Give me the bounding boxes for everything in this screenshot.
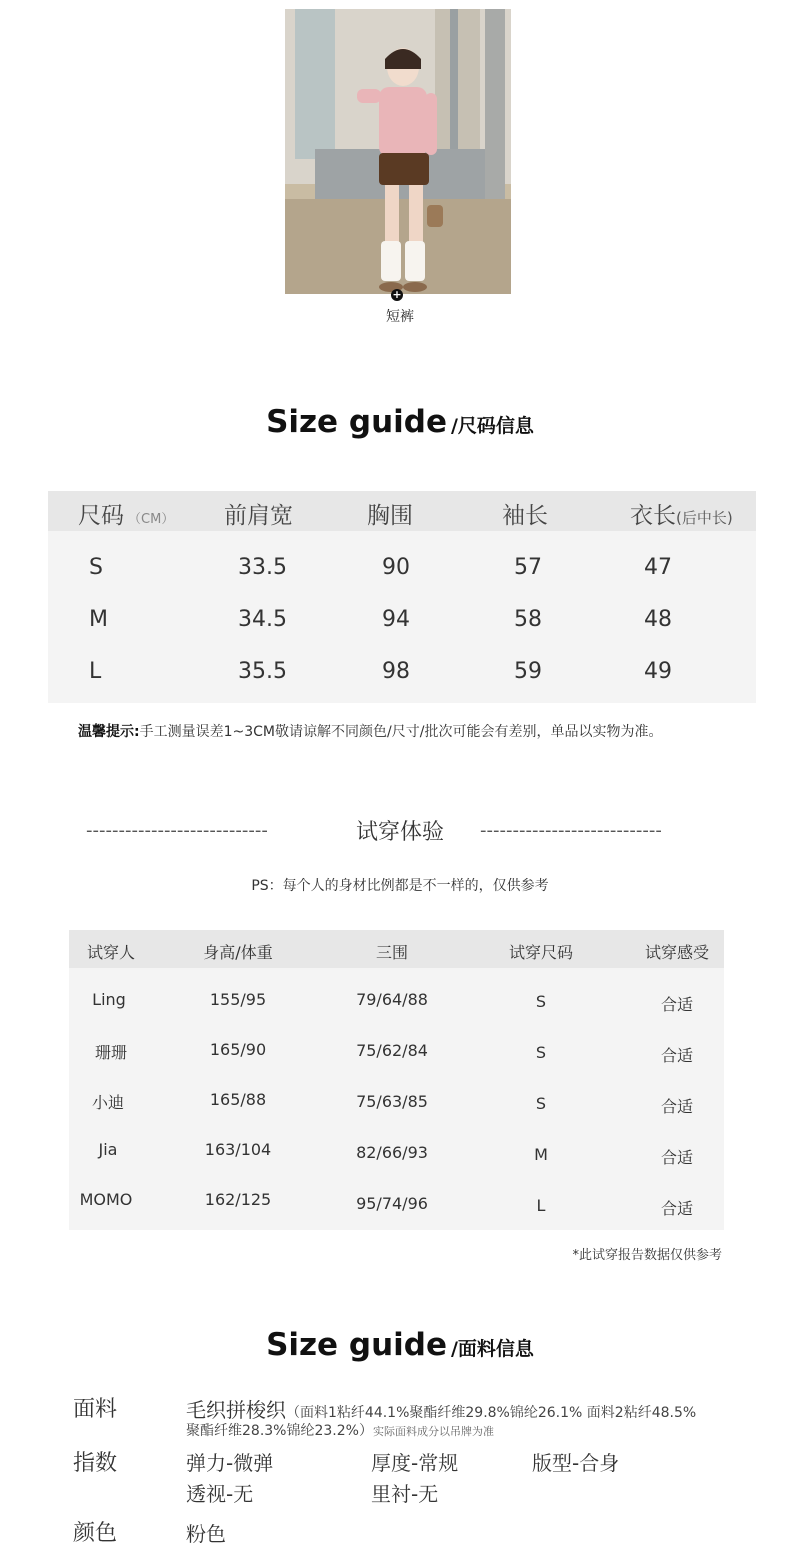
material-main: 毛织拼梭织 [186, 1398, 286, 1422]
fit: 版型-合身 [532, 1451, 620, 1475]
size-row-1-shoulder: 34.5 [238, 607, 287, 632]
size-note-label: 温馨提示: [78, 724, 140, 740]
trial-row-3-hw: 163/104 [204, 1140, 272, 1159]
size-row-0-length: 47 [644, 555, 672, 580]
plus-icon: + [392, 288, 402, 301]
trial-row-3-feel: 合适 [660, 1148, 693, 1167]
trial-row-1-measure: 75/62/84 [356, 1041, 428, 1060]
trial-header-person: 试穿人 [86, 943, 135, 962]
size-row-0-sleeve: 57 [514, 555, 542, 580]
trial-row-4-hw: 162/125 [204, 1190, 272, 1209]
trial-row-1-size: S [535, 1043, 547, 1062]
size-guide-title [0, 404, 800, 440]
size-guide-subtitle: /尺码信息 [450, 415, 534, 437]
trial-row-2-feel: 合适 [660, 1097, 693, 1116]
material-label: 面料 [73, 1397, 118, 1422]
header-unit: （CM） [128, 512, 175, 527]
product-photo [285, 9, 511, 294]
trial-row-4-person: MOMO [79, 1190, 133, 1209]
size-row-0-shoulder: 33.5 [238, 555, 287, 580]
size-row-2-shoulder: 35.5 [238, 659, 287, 684]
trial-row-0-person: Ling [92, 990, 126, 1009]
fabric-title-text: Size guide [266, 1327, 447, 1363]
header-length-note: (后中长) [676, 509, 733, 527]
header-length-label: 衣长 [630, 503, 676, 529]
trial-row-1-person: 珊珊 [94, 1043, 127, 1062]
index-label: 指数 [73, 1451, 118, 1476]
trial-table [69, 930, 724, 1230]
trial-row-0-size: S [535, 992, 547, 1011]
material-line-1 [186, 1394, 786, 1423]
size-row-2-sleeve: 59 [514, 659, 542, 684]
trial-row-1-feel: 合适 [660, 1046, 693, 1065]
trial-row-2-size: S [535, 1094, 547, 1113]
trial-row-3-measure: 82/66/93 [356, 1143, 428, 1162]
sheer: 透视-无 [186, 1482, 254, 1506]
header-chest: 胸围 [367, 503, 413, 529]
photo-caption: 短裤 [386, 309, 414, 325]
elasticity: 弹力-微弹 [186, 1451, 274, 1475]
size-row-0-chest: 90 [382, 555, 410, 580]
header-length [630, 497, 733, 530]
size-row-2-size: L [89, 659, 102, 684]
trial-header-size: 试穿尺码 [508, 943, 573, 962]
size-row-2-chest: 98 [382, 659, 410, 684]
color-label: 颜色 [73, 1521, 118, 1546]
size-row-1-chest: 94 [382, 607, 410, 632]
trial-row-2-hw: 165/88 [209, 1090, 267, 1109]
material-line-2 [186, 1420, 786, 1440]
trial-row-0-hw: 155/95 [209, 990, 267, 1009]
trial-row-4-feel: 合适 [660, 1199, 693, 1218]
thickness: 厚度-常规 [371, 1451, 459, 1475]
divider-left: ---------------------------- [86, 820, 268, 841]
trial-ps: PS：每个人的身材比例都是不一样的，仅供参考 [251, 878, 549, 894]
trial-row-3-size: M [534, 1145, 548, 1164]
header-sleeve: 袖长 [502, 503, 548, 529]
trial-header-measurements: 三围 [375, 943, 408, 962]
model-photo-illustration [285, 9, 511, 294]
trial-footnote: *此试穿报告数据仅供参考 [572, 1248, 722, 1263]
header-size-label: 尺码 [78, 503, 124, 529]
trial-row-4-measure: 95/74/96 [356, 1194, 428, 1213]
size-guide-title-text: Size guide [266, 404, 447, 440]
trial-title: 试穿体验 [355, 820, 444, 845]
fabric-subtitle: /面料信息 [450, 1338, 534, 1360]
material-detail-1: （面料1粘纤44.1%聚酯纤维29.8%锦纶26.1% 面料2粘纤48.5% [286, 1405, 697, 1421]
fabric-title [0, 1327, 800, 1363]
size-row-0-size: S [89, 555, 103, 580]
size-row-2-length: 49 [644, 659, 672, 684]
size-row-1-sleeve: 58 [514, 607, 542, 632]
trial-row-0-measure: 79/64/88 [356, 990, 428, 1009]
header-shoulder: 前肩宽 [224, 503, 293, 529]
trial-row-2-person: 小迪 [91, 1093, 124, 1112]
trial-row-2-measure: 75/63/85 [356, 1092, 428, 1111]
size-row-1-length: 48 [644, 607, 672, 632]
trial-row-3-person: Jia [98, 1140, 118, 1159]
header-size [78, 497, 174, 530]
lining: 里衬-无 [371, 1482, 439, 1506]
size-row-1-size: M [89, 607, 108, 632]
divider-right: ---------------------------- [480, 820, 662, 841]
size-note-text: 手工测量误差1~3CM敬请谅解不同颜色/尺寸/批次可能会有差别，单品以实物为准。 [139, 724, 663, 740]
trial-row-1-hw: 165/90 [209, 1040, 267, 1059]
material-tiny-note: 实际面料成分以吊牌为准 [372, 1425, 494, 1438]
color-value: 粉色 [186, 1522, 226, 1546]
size-note [78, 721, 662, 741]
trial-header-height-weight: 身高/体重 [203, 943, 273, 962]
trial-row-4-size: L [536, 1196, 546, 1215]
material-detail-2: 聚酯纤维28.3%锦纶23.2%） [186, 1423, 373, 1439]
trial-row-0-feel: 合适 [660, 995, 693, 1014]
trial-header-feel: 试穿感受 [644, 943, 709, 962]
